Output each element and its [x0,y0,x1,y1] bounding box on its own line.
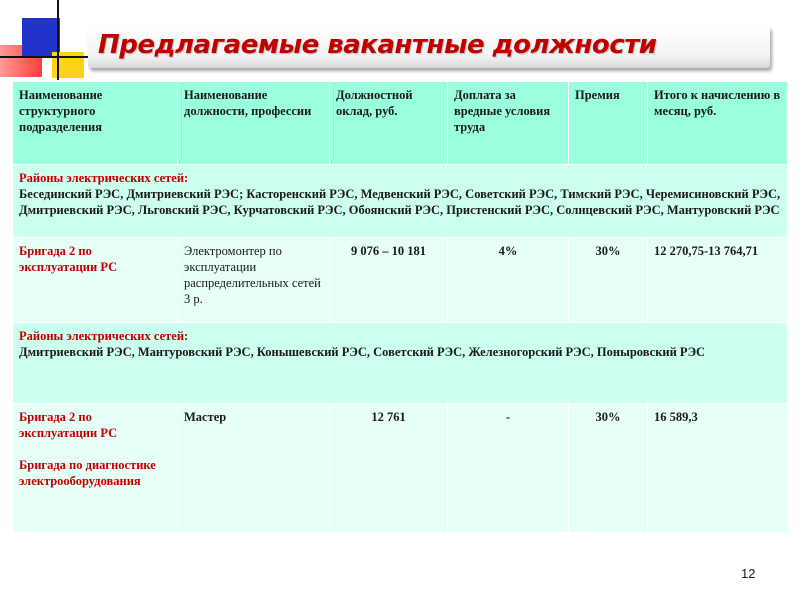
region-text-2: Дмитриевский РЭС, Мантуровский РЭС, Конышевский РЭС, Советский РЭС, Железногорский РЭС, Поныровский РЭС [19,345,706,359]
region-title-1: Районы электрических сетей: [19,171,189,185]
slide-title: Предлагаемые вакантные должности [98,30,657,60]
header-hazard-pay: Доплата за вредные условия труда [448,82,569,165]
decor-horizontal-line [0,56,90,58]
cell-hazard-pay: 4% [448,238,569,323]
vacancies-table [12,81,788,533]
region-text-1: Бесединский РЭС, Дмитриевский РЭС; Касторенский РЭС, Медвенский РЭС, Советский РЭС, Тимский РЭС, Черемисиновский РЭС, Дмитриевский РЭС, Льговский РЭС, Курчатовский РЭС, Обоянский РЭС, Пристенский РЭС, Солнцевский РЭС, Мантуровский РЭС [19,187,781,217]
region-cell-2 [13,323,788,404]
header-position: Наименование должности, профессии [178,82,330,165]
header-unit: Наименование структурного подразделения [13,82,178,165]
header-bonus: Премия [569,82,648,165]
table-row [13,238,788,323]
cell-unit [13,404,178,533]
region-cell-1 [13,165,788,238]
region-title-2: Районы электрических сетей: [19,329,189,343]
table-header-row [13,82,788,165]
cell-salary: 12 761 [330,404,448,533]
cell-bonus: 30% [569,238,648,323]
decor-vertical-line [57,0,59,80]
header-total: Итого к начислению в месяц, руб. [648,82,788,165]
region-row-1 [13,165,788,238]
slide-number: 12 [741,566,756,581]
cell-salary: 9 076 – 10 181 [330,238,448,323]
region-row-2 [13,323,788,404]
cell-unit-1: Бригада 2 по эксплуатации РС [19,410,118,440]
header-salary: Должностной оклад, руб. [330,82,448,165]
cell-unit: Бригада 2 по эксплуатации РС [13,238,178,323]
cell-unit-2: Бригада по диагностике электрооборудования [19,458,156,488]
cell-bonus: 30% [569,404,648,533]
cell-total: 16 589,3 [648,404,788,533]
cell-hazard-pay: - [448,404,569,533]
cell-total: 12 270,75-13 764,71 [648,238,788,323]
table-row [13,404,788,533]
cell-position: Электромонтер по эксплуатации распределительных сетей 3 р. [178,238,330,323]
cell-position: Мастер [178,404,330,533]
